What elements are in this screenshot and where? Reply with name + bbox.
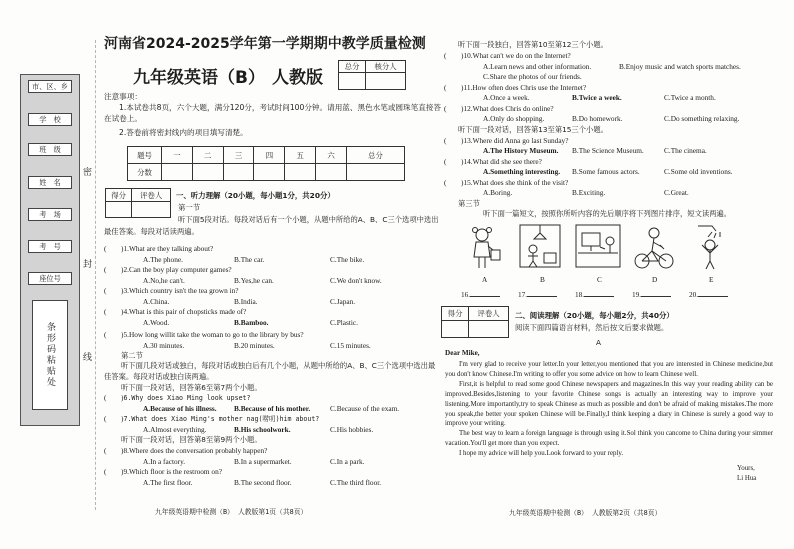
option-a: A.The History Museum. <box>483 146 559 155</box>
question-stem: 5.How long willit take the woman to go to the library by bus? <box>123 330 304 339</box>
order-item-19 <box>632 289 671 299</box>
score-cell <box>346 164 404 181</box>
seal-mark-feng: 封 <box>83 260 93 270</box>
question-10 <box>444 51 571 60</box>
letter-body <box>445 360 773 459</box>
seal-mark-xian: 线 <box>83 353 93 363</box>
section1-instruction: 听下面5段对话。每段对话后有一个小题，从题中所给的A、B、C三个选项中选出最佳答案。每段对话读两遍。 <box>104 215 439 236</box>
option-b: B.Yes,he can. <box>234 276 274 285</box>
question-5 <box>104 330 304 339</box>
option-a: A.Learn news and other information. <box>483 62 592 71</box>
page-footer-2: 九年级英语期中检测（B） 人教版第2页（共8页） <box>509 509 662 517</box>
question-3 <box>104 286 238 295</box>
question-15 <box>444 178 568 187</box>
option-b: B.In a supermarket. <box>234 457 292 466</box>
seal-line <box>95 40 96 510</box>
item-number: 17. <box>518 290 528 299</box>
letter-paragraph-4: I hope my advice will help you.Look forward to your reply. <box>459 450 624 458</box>
option-c: C.Because of the exam. <box>330 404 400 413</box>
question-1 <box>104 244 213 253</box>
field-seat-number: 座位号 <box>28 272 72 285</box>
option-a: A.The first floor. <box>143 478 193 487</box>
option-b: B.Some famous actors. <box>572 167 640 176</box>
score-table-header-label: 题号 <box>128 147 162 164</box>
picture-label-a: A <box>482 275 488 284</box>
picture-label-e: E <box>709 275 714 284</box>
score-table-col-5: 五 <box>285 147 316 164</box>
option-b: B.Because of his mother. <box>234 404 311 413</box>
question-stem: 11.How often does Chris use the Internet? <box>463 83 587 92</box>
option-a: A.No,he can't. <box>143 276 185 285</box>
option-b: B.His schoolwork. <box>234 425 291 434</box>
exam-edition: 人教版 <box>272 68 323 88</box>
passage-label-a: A <box>596 338 601 347</box>
answer-line <box>698 289 728 297</box>
option-b: B.Do homework. <box>572 114 623 123</box>
answer-blank: ( ) <box>104 467 124 476</box>
score-table-col-3: 三 <box>223 147 254 164</box>
question-stem: 2.Can the boy play computer games? <box>123 265 232 274</box>
option-a: A.Because of his illness. <box>143 404 217 413</box>
option-a: A.In a factory. <box>143 457 186 466</box>
answer-blank: ( ) <box>104 307 124 316</box>
question-2 <box>104 265 232 274</box>
option-a: A.The phone. <box>143 255 183 264</box>
field-class: 班 级 <box>28 143 72 156</box>
picture-label-b: B <box>540 275 545 284</box>
grader-box-part2 <box>441 306 509 338</box>
part2-heading: 二、阅读理解（20小题，每小题2分，共40分） <box>515 311 674 320</box>
option-a: A.Only do shopping. <box>483 114 545 123</box>
option-c: C.The bike. <box>330 255 365 264</box>
score-cell <box>442 321 469 338</box>
picture-label-c: C <box>597 275 602 284</box>
section2-instruction: 听下面几段对话或独白，每段对话或独白后有几个小题，从题中所给的A、B、C三个选项中选出最佳答案。每段对话或独白读两遍。 <box>104 361 436 381</box>
question-stem: 1.What are they talking about? <box>123 244 214 253</box>
question-stem: 13.Where did Anna go last Sunday? <box>463 136 569 145</box>
option-a: A.Boring. <box>483 188 513 197</box>
field-exam-number: 考 号 <box>28 240 72 253</box>
question-9 <box>104 467 222 476</box>
question-stem: 15.What does she think of the visit? <box>463 178 569 187</box>
riding-bike-icon <box>635 228 673 268</box>
field-city-district: 市、区、乡 <box>28 80 72 93</box>
option-b: B.Enjoy music and watch sports matches. <box>619 62 741 71</box>
option-c: C.Japan. <box>330 297 356 306</box>
option-c: C.His hobbies. <box>330 425 374 434</box>
option-b: B.Exciting. <box>572 188 606 197</box>
question-7 <box>104 414 319 424</box>
option-a: A.Almost everything. <box>143 425 207 434</box>
score-cell <box>316 164 347 181</box>
note-item-1: 1.本试卷共8页，六个大题，满分120分，考试时间100分钟。请用蓝、黑色水笔或圆珠笔直接答在试卷上。 <box>104 103 442 123</box>
note-item-2: 2.答卷前将密封线内的项目填写清楚。 <box>119 128 248 137</box>
question-stem: 7.What does Xiao Ming's mother nag(唠叨)him about? <box>123 415 320 423</box>
question-11 <box>444 83 586 92</box>
part1-heading: 一、听力理解（20小题，每小题1分，共20分） <box>176 191 335 200</box>
question-12 <box>444 104 554 113</box>
total-label: 总分 <box>339 61 366 73</box>
answer-blank: ( ) <box>104 446 124 455</box>
letter-closing: Yours, <box>737 465 755 472</box>
field-name: 姓 名 <box>28 176 72 189</box>
part2-instruction: 阅读下面四篇语言材料，然后按文后要求做题。 <box>515 323 669 332</box>
score-table-score-label: 分数 <box>128 164 162 181</box>
answer-blank: ( ) <box>444 136 464 145</box>
score-cell <box>192 164 223 181</box>
option-a: A.China. <box>143 297 170 306</box>
order-item-16 <box>461 289 500 299</box>
item-number: 16. <box>461 290 471 299</box>
section1-title: 第一节 <box>178 203 201 212</box>
answer-blank: ( ) <box>444 83 464 92</box>
option-c: C.The cinema. <box>664 146 707 155</box>
checker-cell <box>366 73 406 90</box>
score-label: 得分 <box>106 189 132 202</box>
question-13 <box>444 136 568 145</box>
total-cell <box>339 73 366 90</box>
score-table-col-6: 六 <box>316 147 347 164</box>
option-a: A.30 minutes. <box>143 341 185 350</box>
letter-paragraph-1: I'm very glad to receive your letter.In your letter,you mentioned that you are interested in Chinese medicine,but you don't know Chinese.I'm writing to offer you some advice on how to learn Chinese well. <box>445 361 773 378</box>
option-c: C.In a park. <box>330 457 365 466</box>
order-item-20 <box>689 289 728 299</box>
girl-with-bag-icon <box>473 228 501 269</box>
answer-blank: ( ) <box>444 51 464 60</box>
score-table <box>127 146 405 181</box>
question-6 <box>104 393 251 403</box>
section3-title: 第三节 <box>458 199 480 208</box>
exam-subtitle: 九年级英语（B） <box>133 68 265 88</box>
option-c: C.Do something relaxing. <box>664 114 740 123</box>
score-cell <box>162 164 193 181</box>
checker-label: 核分人 <box>366 61 406 73</box>
question-14 <box>444 157 542 166</box>
notes-heading: 注意事项： <box>104 92 142 101</box>
computer-desk-icon <box>576 225 620 267</box>
answer-line <box>470 289 500 297</box>
score-table-col-total: 总分 <box>346 147 404 164</box>
option-c: C.15 minutes. <box>330 341 371 350</box>
answer-blank: ( ) <box>444 178 464 187</box>
option-a: A.Something interesting. <box>483 167 561 176</box>
option-a: A.Wood. <box>143 318 170 327</box>
answer-blank: ( ) <box>104 286 124 295</box>
picture-label-d: D <box>652 275 658 284</box>
option-c: C.We don't know. <box>330 276 382 285</box>
score-table-col-1: 一 <box>162 147 193 164</box>
question-stem: 10.What can't we do on the Internet? <box>463 51 571 60</box>
field-school: 学 校 <box>28 113 72 126</box>
option-b: B.Twice a week. <box>572 93 622 102</box>
option-b: B.India. <box>234 297 258 306</box>
order-item-18 <box>575 289 614 299</box>
letter-greeting: Dear Mike, <box>445 349 480 357</box>
seal-mark-mi: 密 <box>83 168 93 178</box>
shower-icon <box>698 226 720 269</box>
score-cell <box>285 164 316 181</box>
option-c: C.Some old inventions. <box>664 167 733 176</box>
binding-strip <box>20 74 80 426</box>
answer-blank: ( ) <box>104 265 124 274</box>
question-stem: 14.What did she see there? <box>463 157 542 166</box>
option-b: B.Bamboo. <box>234 318 269 327</box>
question-stem: 9.Which floor is the restroom on? <box>123 467 222 476</box>
question-stem: 6.Why does Xiao Ming look upset? <box>123 394 251 402</box>
question-8 <box>104 446 267 455</box>
option-c: C.Share the photos of our friends. <box>483 72 582 81</box>
score-cell <box>223 164 254 181</box>
grader-cell <box>469 321 509 338</box>
letter-paragraph-3: The best way to learn a foreign language is through using it.Sol think you cancome to China during your simmer vacation.You'll get more than you expect. <box>445 430 773 448</box>
question-4 <box>104 307 246 316</box>
option-b: B.The second floor. <box>234 478 292 487</box>
score-label: 得分 <box>442 307 469 321</box>
answer-blank: ( ) <box>444 157 464 166</box>
answer-line <box>584 289 614 297</box>
score-table-col-2: 二 <box>192 147 223 164</box>
option-c: C.Twice a month. <box>664 93 716 102</box>
order-item-17 <box>518 289 557 299</box>
letter-signature: Li Hua <box>737 475 757 482</box>
barcode-area: 条形码粘贴处 <box>32 300 68 410</box>
grader-label: 评卷人 <box>132 189 171 202</box>
group-instruction-13-15: 听下面一段对话，回答第13至第15三个小题。 <box>458 125 608 134</box>
item-number: 19. <box>632 290 642 299</box>
option-b: B.The car. <box>234 255 265 264</box>
option-c: C.Plastic. <box>330 318 358 327</box>
field-exam-room: 考 场 <box>28 208 72 221</box>
question-stem: 3.Which country isn't the tea grown in? <box>123 286 239 295</box>
option-a: A.Once a week. <box>483 93 530 102</box>
letter-paragraph-2: First,it is helpful to read some good Chinese newspapers and magazines.In this way your reading ability can be improved.Besides,listening to your favorite Chinese songs is actually an interesting way to improve your listening.More importantly,try to speak Chinese as much as possible and don't be afraid of making mistakes.The more you speak,the better your spoken Chinese will be.Finally,I think keeping a diary in Chinese is surely a good way to improve your writing. <box>445 380 773 428</box>
group-instruction-8-9: 听下面一段对话，回答第8至第9两个小题。 <box>121 435 262 444</box>
total-score-box <box>338 60 406 90</box>
answer-blank: ( ) <box>104 414 124 423</box>
page-footer-1: 九年级英语期中检测（B） 人教版第1页（共8页） <box>155 508 308 516</box>
option-b: B.20 minutes. <box>234 341 275 350</box>
exam-title: 河南省2024-2025学年第一学期期中教学质量检测 <box>104 36 426 52</box>
group-instruction-10-12: 听下面一段独白，回答第10至第12三个小题。 <box>458 40 608 49</box>
answer-blank: ( ) <box>104 393 124 402</box>
question-stem: 4.What is this pair of chopsticks made of? <box>123 307 247 316</box>
option-c: C.Great. <box>664 188 689 197</box>
item-number: 20. <box>689 290 699 299</box>
question-stem: 12.What does Chris do online? <box>463 104 554 113</box>
item-number: 18. <box>575 290 585 299</box>
answer-blank: ( ) <box>104 330 124 339</box>
person-under-lamp-icon <box>520 225 560 267</box>
option-b: B.The Science Museum. <box>572 146 644 155</box>
score-cell <box>254 164 285 181</box>
section3-instruction: 听下面一篇短文，按照你所听内容的先后顺序将下列图片排序，短文读两遍。 <box>483 209 732 218</box>
score-table-col-4: 四 <box>254 147 285 164</box>
question-stem: 8.Where does the conversation probably happen? <box>123 446 268 455</box>
answer-blank: ( ) <box>444 104 464 113</box>
section2-title: 第二节 <box>121 351 143 360</box>
group-instruction-6-7: 听下面一段对话，回答第6至第7两个小题。 <box>121 383 262 392</box>
answer-line <box>527 289 557 297</box>
answer-line <box>641 289 671 297</box>
picture-strip <box>462 223 737 273</box>
option-c: C.The third floor. <box>330 478 382 487</box>
grader-label: 评卷人 <box>469 307 509 321</box>
answer-blank: ( ) <box>104 244 124 253</box>
